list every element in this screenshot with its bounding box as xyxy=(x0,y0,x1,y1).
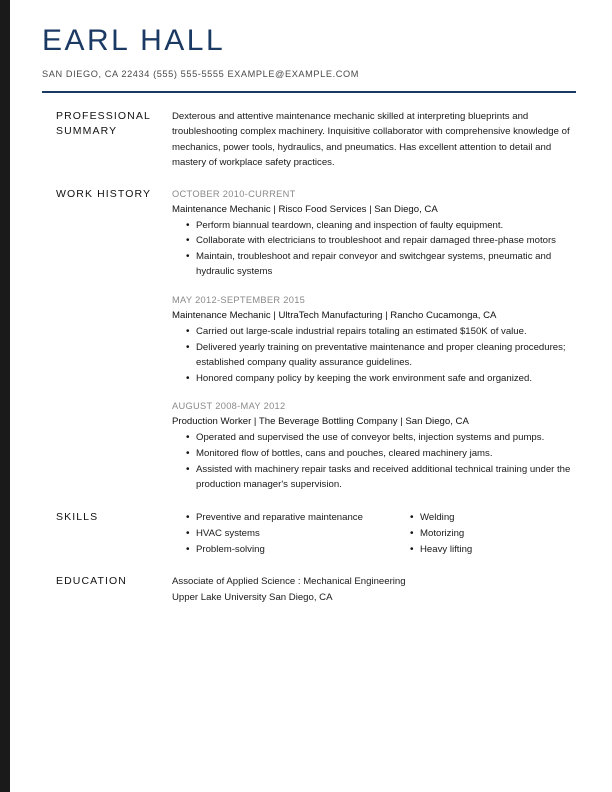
page-title: EARL HALL xyxy=(42,24,226,57)
job-title: Maintenance Mechanic | Risco Food Services | San Diego, CA xyxy=(172,203,438,215)
job-title: Production Worker | The Beverage Bottling Company | San Diego, CA xyxy=(172,416,469,428)
section-title-skills: SKILLS xyxy=(56,510,99,523)
job-entry xyxy=(172,399,586,492)
job-title: Maintenance Mechanic | UltraTech Manufacturing | Rancho Cucamonga, CA xyxy=(172,310,497,322)
skills-column-one xyxy=(172,510,396,559)
job-bullets xyxy=(172,431,586,492)
section-professional-summary xyxy=(32,109,586,171)
section-skills xyxy=(32,510,586,559)
section-body-education xyxy=(172,574,586,605)
left-accent-bar xyxy=(0,0,10,792)
list-item: • Operated and supervised the use of conveyor belts, injection systems and pumps. xyxy=(186,431,586,446)
section-body-work-history xyxy=(172,187,586,494)
job-bullets xyxy=(172,325,586,386)
job-bullets xyxy=(172,219,586,280)
skills-columns xyxy=(172,510,586,559)
contact-line: SAN DIEGO, CA 22434 (555) 555-5555 EXAMPLE@EXAMPLE.COM xyxy=(42,68,359,79)
list-item: • Assisted with machinery repair tasks and received additional technical training under the production manager's supervision. xyxy=(186,463,586,493)
list-item: • Motorizing xyxy=(410,527,586,542)
section-body-skills xyxy=(172,510,586,559)
list-item: • Perform biannual teardown, cleaning and inspection of faulty equipment. xyxy=(186,219,586,234)
list-item: • Welding xyxy=(410,511,586,526)
job-dates: MAY 2012-SEPTEMBER 2015 xyxy=(172,295,306,306)
job-dates: AUGUST 2008-MAY 2012 xyxy=(172,401,286,412)
list-item: • HVAC systems xyxy=(186,527,396,542)
list-item: • Honored company policy by keeping the work environment safe and organized. xyxy=(186,372,586,387)
list-item: • Heavy lifting xyxy=(410,543,586,558)
skills-list xyxy=(396,511,586,558)
skills-column-two xyxy=(396,510,586,559)
section-title-summary: PROFESSIONAL SUMMARY xyxy=(56,109,151,137)
list-item: • Monitored flow of bottles, cans and pouches, cleared machinery jams. xyxy=(186,447,586,462)
education-school: Upper Lake University San Diego, CA xyxy=(172,591,333,603)
summary-text: Dexterous and attentive maintenance mechanic skilled at interpreting blueprints and troubleshooting complex machinery. Inquisitive collaborator with comprehensive knowledge of mechanics, power tools, hydraulics, and pneumatics. Has excellent attention to detail and mastery of workplace safety practices. xyxy=(172,110,570,169)
list-item: • Problem-solving xyxy=(186,543,396,558)
list-item: • Preventive and reparative maintenance xyxy=(186,511,396,526)
skills-list xyxy=(172,511,396,558)
section-education xyxy=(32,574,586,605)
list-item: • Delivered yearly training on preventative maintenance and proper cleaning procedures; established company quality assurance guidelines. xyxy=(186,341,586,371)
section-work-history xyxy=(32,187,586,494)
list-item: • Maintain, troubleshoot and repair conveyor and switchgear systems, pneumatic and hydraulic systems xyxy=(186,250,586,280)
section-title-work-history: WORK HISTORY xyxy=(56,187,152,200)
education-degree: Associate of Applied Science : Mechanical Engineering xyxy=(172,576,406,588)
section-body-summary xyxy=(172,109,586,171)
resume-header xyxy=(32,24,586,79)
resume-content xyxy=(10,0,612,792)
section-title-education: EDUCATION xyxy=(56,575,127,588)
job-entry xyxy=(172,187,586,280)
header-divider xyxy=(42,91,576,93)
job-entry xyxy=(172,293,586,386)
list-item: • Collaborate with electricians to troubleshoot and repair damaged three-phase motors xyxy=(186,234,586,249)
list-item: • Carried out large-scale industrial repairs totaling an estimated $150K of value. xyxy=(186,325,586,340)
job-dates: OCTOBER 2010-CURRENT xyxy=(172,188,296,199)
